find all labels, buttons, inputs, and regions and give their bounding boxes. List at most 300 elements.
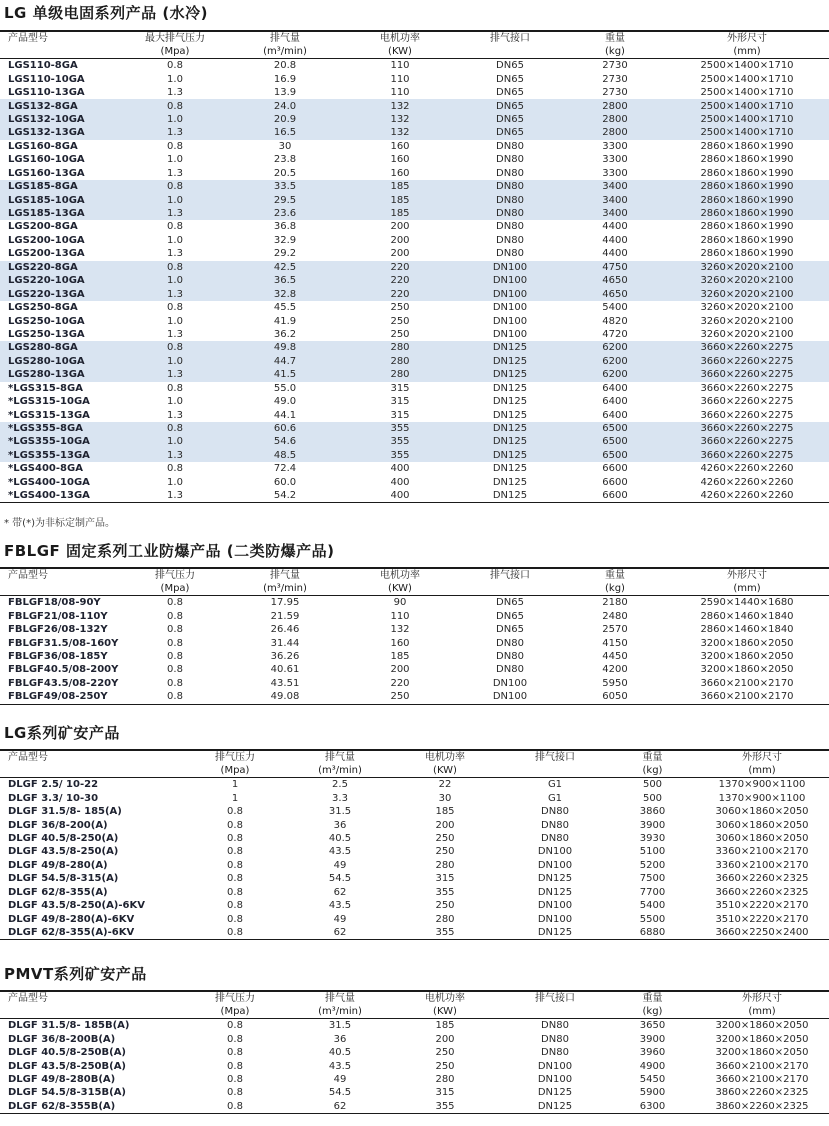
cell-outlet: DN80: [541, 819, 569, 831]
cell-dimensions: 3660×2260×2275: [665, 341, 829, 354]
cell-motor-power: 22: [438, 779, 452, 791]
cell-pressure: 1.0: [125, 274, 225, 287]
cell-pressure: 0.8: [227, 1087, 243, 1099]
cell-airflow: 62: [290, 926, 390, 940]
cell-pressure: 0.8: [167, 610, 183, 622]
table-row: [0, 153, 829, 166]
cell-weight: 7700: [639, 886, 666, 898]
cell-pressure: 0.8: [125, 99, 225, 112]
cell-dimensions: 3060×1860×2050: [715, 819, 809, 831]
cell-pressure: 1.0: [167, 234, 183, 246]
cell-weight: 4900: [639, 1060, 666, 1072]
cell-pressure: 1.0: [167, 73, 183, 85]
table-row: [0, 126, 829, 139]
table-row: [0, 690, 829, 704]
cell-model: FBLGF40.5/08-200Y: [8, 664, 119, 676]
cell-outlet: DN125: [455, 489, 565, 503]
cell-pressure: 0.8: [125, 180, 225, 193]
cell-pressure: 0.8: [227, 859, 243, 871]
cell-dimensions: 3360×2100×2170: [715, 846, 809, 858]
cell-dimensions: 3660×2250×2400: [695, 926, 829, 940]
cell-model: DLGF 49/8-280B(A): [8, 1073, 116, 1085]
cell-dimensions: 2500×1400×1710: [700, 60, 794, 72]
cell-weight: 5450: [639, 1073, 666, 1085]
cell-pressure: 1: [231, 779, 239, 791]
cell-dimensions: 3660×2260×2325: [715, 886, 809, 898]
table-row: [0, 872, 829, 885]
cell-pressure: 0.8: [167, 650, 183, 662]
cell-airflow: 54.5: [328, 873, 352, 885]
cell-motor-power: 220: [390, 677, 410, 689]
cell-airflow: 48.5: [225, 449, 345, 462]
cell-outlet: DN100: [537, 900, 573, 912]
cell-outlet: DN80: [496, 154, 524, 166]
cell-model: LGS110-13GA: [8, 87, 85, 99]
cell-airflow: 36: [333, 819, 347, 831]
table-row: [0, 395, 829, 408]
cell-airflow: 54.5: [328, 1087, 352, 1099]
cell-outlet: DN80: [496, 664, 524, 676]
header-pressure: (Mpa): [125, 582, 225, 596]
cell-weight: 500: [642, 779, 663, 791]
cell-outlet: DN65: [496, 624, 524, 636]
cell-dimensions: 3660×2100×2170: [715, 1073, 809, 1085]
cell-motor-power: 250: [435, 846, 455, 858]
cell-weight: 4400: [602, 234, 628, 246]
cell-airflow: 20.8: [273, 60, 297, 72]
cell-dimensions: 3660×2260×2325: [715, 873, 809, 885]
table-row: [0, 899, 829, 912]
table-row: [0, 489, 829, 503]
cell-weight: 6200: [565, 368, 665, 381]
cell-airflow: 23.6: [225, 207, 345, 220]
cell-motor-power: 160: [390, 167, 410, 179]
cell-model: *LGS400-10GA: [8, 476, 90, 488]
header-dimensions: 外形尺寸: [665, 31, 829, 45]
cell-model: LGS220-8GA: [0, 261, 125, 274]
cell-dimensions: 2500×1400×1710: [665, 126, 829, 139]
cell-dimensions: 4260×2260×2260: [700, 463, 794, 475]
cell-model: LGS280-13GA: [0, 368, 125, 381]
footnote: * 带(*)为非标定制产品。: [4, 518, 115, 529]
cell-motor-power: 355: [390, 926, 500, 940]
cell-outlet: DN65: [455, 113, 565, 126]
header-airflow: (m³/min): [225, 45, 345, 59]
cell-airflow: 24.0: [225, 99, 345, 112]
header-pressure: (Mpa): [125, 45, 225, 59]
table-row: [0, 596, 829, 610]
cell-motor-power: 185: [345, 193, 455, 206]
cell-airflow: 3.3: [332, 792, 348, 804]
cell-airflow: 40.5: [328, 832, 352, 844]
cell-dimensions: 3260×2020×2100: [665, 287, 829, 300]
cell-model: DLGF 2.5/ 10-22: [8, 779, 99, 791]
cell-model: LGS200-10GA: [8, 234, 85, 246]
cell-outlet: DN65: [496, 610, 524, 622]
header-dimensions: 外形尺寸: [695, 991, 829, 1005]
header-outlet: [455, 45, 565, 59]
cell-airflow: 49.08: [225, 690, 345, 704]
cell-airflow: 41.5: [225, 368, 345, 381]
cell-model: DLGF 36/8-200B(A): [8, 1033, 116, 1045]
cell-weight: 7500: [639, 873, 666, 885]
header-outlet: 排气接口: [500, 991, 610, 1005]
cell-pressure: 0.8: [227, 900, 243, 912]
cell-weight: 3650: [639, 1020, 666, 1032]
header-motor-power: 电机功率: [345, 568, 455, 582]
cell-weight: 5400: [639, 900, 666, 912]
cell-pressure: 1.3: [125, 126, 225, 139]
cell-outlet: DN100: [455, 261, 565, 274]
cell-outlet: DN100: [492, 677, 528, 689]
cell-airflow: 49: [333, 859, 347, 871]
cell-dimensions: 3660×2260×2275: [665, 368, 829, 381]
header-weight: 重量: [565, 568, 665, 582]
cell-pressure: 0.8: [167, 221, 183, 233]
cell-outlet: DN65: [496, 87, 524, 99]
cell-weight: 4650: [565, 287, 665, 300]
cell-dimensions: 2500×1400×1710: [665, 113, 829, 126]
spec-table: [0, 749, 829, 940]
table-row: [0, 72, 829, 85]
cell-model: FBLGF36/08-185Y: [8, 650, 108, 662]
table-row: [0, 912, 829, 925]
cell-motor-power: 400: [390, 476, 410, 488]
cell-dimensions: 4260×2260×2260: [700, 476, 794, 488]
cell-motor-power: 200: [390, 221, 410, 233]
header-weight: 重量: [610, 750, 695, 764]
table-row: [0, 314, 829, 327]
cell-outlet: DN125: [492, 463, 528, 475]
cell-model: DLGF 62/8-355B(A): [0, 1100, 180, 1114]
cell-dimensions: 3660×2260×2275: [665, 435, 829, 448]
cell-pressure: 1.0: [167, 476, 183, 488]
table-row: [0, 1046, 829, 1059]
cell-model: FBLGF18/08-90Y: [8, 597, 101, 609]
cell-outlet: DN80: [455, 180, 565, 193]
cell-motor-power: 250: [390, 328, 410, 340]
header-airflow: 排气量: [225, 31, 345, 45]
cell-weight: 2570: [602, 624, 628, 636]
cell-pressure: 1.0: [167, 154, 183, 166]
cell-motor-power: 315: [390, 382, 410, 394]
cell-outlet: DN80: [496, 221, 524, 233]
header-weight: (kg): [610, 1005, 695, 1019]
header-weight: (kg): [565, 582, 665, 596]
cell-dimensions: 3260×2020×2100: [700, 302, 794, 314]
cell-outlet: DN100: [537, 1073, 573, 1085]
cell-model: DLGF 49/8-280(A): [8, 859, 108, 871]
header-outlet: 排气接口: [455, 568, 565, 582]
cell-airflow: 20.5: [273, 167, 297, 179]
table-row: [0, 234, 829, 247]
header-dimensions: (mm): [695, 1005, 829, 1019]
cell-motor-power: 200: [435, 1033, 455, 1045]
table-row: [0, 86, 829, 99]
cell-airflow: 40.61: [270, 664, 300, 676]
cell-weight: 3300: [602, 154, 628, 166]
cell-motor-power: 160: [390, 637, 410, 649]
cell-dimensions: 2860×1860×1990: [700, 167, 794, 179]
cell-airflow: 33.5: [225, 180, 345, 193]
header-row: [0, 991, 829, 1005]
header-weight: 重量: [610, 991, 695, 1005]
table-row: [0, 261, 829, 274]
cell-motor-power: 200: [435, 819, 455, 831]
cell-weight: 5200: [639, 859, 666, 871]
table-row: [0, 301, 829, 314]
cell-model: *LGS400-13GA: [0, 489, 125, 503]
cell-airflow: 29.2: [273, 248, 297, 260]
cell-motor-power: 250: [390, 315, 410, 327]
cell-weight: 5500: [639, 913, 666, 925]
cell-outlet: DN100: [492, 315, 528, 327]
cell-airflow: 55.0: [273, 382, 297, 394]
cell-model: LGS280-10GA: [0, 355, 125, 368]
cell-airflow: 23.8: [273, 154, 297, 166]
cell-airflow: 60.6: [225, 422, 345, 435]
cell-outlet: DN80: [541, 832, 569, 844]
table-row: [0, 180, 829, 193]
cell-model: *LGS355-13GA: [0, 449, 125, 462]
cell-model: FBLGF26/08-132Y: [8, 624, 108, 636]
cell-pressure: 0.8: [167, 302, 183, 314]
cell-outlet: DN80: [541, 1033, 569, 1045]
cell-model: DLGF 31.5/8- 185B(A): [8, 1020, 130, 1032]
header-airflow: (m³/min): [290, 1005, 390, 1019]
cell-outlet: DN100: [455, 287, 565, 300]
cell-motor-power: 110: [390, 73, 410, 85]
cell-outlet: DN80: [496, 234, 524, 246]
header-model: 产品型号: [0, 568, 125, 582]
cell-outlet: DN80: [496, 650, 524, 662]
cell-dimensions: 2860×1860×1990: [700, 234, 794, 246]
cell-outlet: DN100: [537, 1060, 573, 1072]
cell-dimensions: 3260×2020×2100: [700, 328, 794, 340]
cell-outlet: DN80: [455, 193, 565, 206]
cell-dimensions: 2500×1400×1710: [700, 73, 794, 85]
cell-motor-power: 160: [390, 154, 410, 166]
cell-motor-power: 132: [345, 126, 455, 139]
cell-model: LGS250-8GA: [8, 302, 78, 314]
table-row: [0, 832, 829, 845]
cell-dimensions: 3860×2260×2325: [695, 1100, 829, 1114]
cell-weight: 3900: [639, 1033, 666, 1045]
cell-weight: 6050: [565, 690, 665, 704]
cell-outlet: DN125: [500, 1100, 610, 1114]
cell-motor-power: 280: [345, 368, 455, 381]
cell-pressure: 1.0: [167, 396, 183, 408]
cell-pressure: 0.8: [125, 422, 225, 435]
cell-pressure: 1.3: [167, 87, 183, 99]
header-pressure: 最大排气压力: [125, 31, 225, 45]
cell-outlet: DN125: [455, 341, 565, 354]
table-row: [0, 368, 829, 381]
cell-airflow: 30: [278, 140, 292, 152]
cell-dimensions: 3060×1860×2050: [715, 806, 809, 818]
cell-pressure: 0.8: [167, 140, 183, 152]
table-row: [0, 859, 829, 872]
header-row: [0, 568, 829, 582]
cell-outlet: DN125: [492, 396, 528, 408]
cell-dimensions: 2860×1860×1990: [700, 248, 794, 260]
cell-airflow: 43.5: [328, 1060, 352, 1072]
cell-model: LGS132-10GA: [0, 113, 125, 126]
cell-motor-power: 250: [435, 900, 455, 912]
cell-airflow: 36.26: [270, 650, 300, 662]
cell-dimensions: 2860×1860×1990: [700, 154, 794, 166]
table-row: [0, 462, 829, 475]
cell-motor-power: 185: [345, 180, 455, 193]
header-airflow: 排气量: [225, 568, 345, 582]
cell-pressure: 1.3: [167, 328, 183, 340]
table-row: [0, 328, 829, 341]
cell-outlet: DN65: [496, 73, 524, 85]
cell-outlet: DN125: [537, 873, 573, 885]
cell-airflow: 17.95: [270, 597, 300, 609]
cell-airflow: 44.7: [225, 355, 345, 368]
cell-model: FBLGF43.5/08-220Y: [8, 677, 119, 689]
cell-weight: 3400: [565, 207, 665, 220]
table-row: [0, 449, 829, 462]
cell-weight: 3400: [565, 180, 665, 193]
cell-model: FBLGF21/08-110Y: [8, 610, 108, 622]
cell-weight: 5900: [639, 1087, 666, 1099]
cell-motor-power: 160: [390, 140, 410, 152]
cell-model: DLGF 62/8-355(A): [8, 886, 108, 898]
cell-outlet: DN80: [496, 248, 524, 260]
cell-motor-power: 185: [390, 650, 410, 662]
cell-pressure: 0.8: [227, 873, 243, 885]
cell-outlet: DN65: [496, 597, 524, 609]
cell-outlet: DN100: [537, 846, 573, 858]
cell-outlet: DN125: [492, 476, 528, 488]
cell-motor-power: 400: [345, 489, 455, 503]
cell-pressure: 0.8: [167, 637, 183, 649]
cell-weight: 6400: [602, 382, 628, 394]
cell-motor-power: 90: [393, 597, 407, 609]
table-row: [0, 274, 829, 287]
cell-model: DLGF 40.5/8-250(A): [8, 832, 119, 844]
cell-dimensions: 3200×1860×2050: [700, 650, 794, 662]
table-row: [0, 926, 829, 940]
cell-dimensions: 3260×2020×2100: [700, 315, 794, 327]
header-model: 产品型号: [0, 991, 180, 1005]
cell-weight: 4750: [565, 261, 665, 274]
table-row: [0, 663, 829, 676]
cell-model: DLGF 36/8-200(A): [8, 819, 108, 831]
cell-airflow: 49.8: [225, 341, 345, 354]
cell-outlet: DN125: [492, 409, 528, 421]
cell-airflow: 13.9: [273, 87, 297, 99]
header-outlet: [500, 764, 610, 778]
cell-weight: 2730: [602, 60, 628, 72]
cell-model: DLGF 43.5/8-250(A)-6KV: [8, 900, 145, 912]
cell-motor-power: 200: [390, 664, 410, 676]
cell-pressure: 0.8: [227, 1060, 243, 1072]
header-motor-power: (KW): [345, 582, 455, 596]
cell-pressure: 1.3: [125, 489, 225, 503]
header-motor-power: (KW): [390, 764, 500, 778]
cell-airflow: 40.5: [328, 1047, 352, 1059]
cell-weight: 4400: [602, 248, 628, 260]
cell-dimensions: 3360×2100×2170: [715, 859, 809, 871]
table-row: [0, 805, 829, 818]
cell-outlet: DN80: [541, 1047, 569, 1059]
cell-dimensions: 2500×1400×1710: [700, 87, 794, 99]
cell-model: LGS250-13GA: [8, 328, 85, 340]
table-row: [0, 677, 829, 690]
cell-dimensions: 2590×1440×1680: [700, 597, 794, 609]
header-airflow: (m³/min): [225, 582, 345, 596]
cell-airflow: 32.9: [273, 234, 297, 246]
cell-motor-power: 250: [435, 1047, 455, 1059]
cell-outlet: DN125: [500, 926, 610, 940]
cell-model: DLGF 31.5/8- 185(A): [8, 806, 122, 818]
cell-outlet: DN125: [492, 382, 528, 394]
cell-model: *LGS315-10GA: [8, 396, 90, 408]
table-row: [0, 609, 829, 622]
table-row: [0, 435, 829, 448]
cell-airflow: 16.9: [273, 73, 297, 85]
cell-pressure: 0.8: [227, 1033, 243, 1045]
cell-dimensions: 3260×2020×2100: [665, 261, 829, 274]
cell-model: LGS185-10GA: [0, 193, 125, 206]
cell-model: LGS250-10GA: [8, 315, 85, 327]
cell-dimensions: 3660×2100×2170: [665, 690, 829, 704]
header-row: [0, 1005, 829, 1019]
cell-dimensions: 3660×2260×2275: [700, 396, 794, 408]
header-weight: (kg): [610, 764, 695, 778]
cell-motor-power: 280: [345, 341, 455, 354]
cell-motor-power: 280: [435, 1073, 455, 1085]
table-row: [0, 341, 829, 354]
cell-outlet: DN125: [537, 886, 573, 898]
header-airflow: (m³/min): [290, 764, 390, 778]
cell-weight: 4150: [602, 637, 628, 649]
cell-airflow: 72.4: [273, 463, 297, 475]
cell-airflow: 60.0: [273, 476, 297, 488]
cell-dimensions: 2860×1860×1990: [700, 140, 794, 152]
cell-model: FBLGF49/08-250Y: [0, 690, 125, 704]
cell-motor-power: 185: [345, 207, 455, 220]
cell-motor-power: 185: [435, 1020, 455, 1032]
cell-outlet: DN125: [455, 368, 565, 381]
cell-motor-power: 315: [390, 396, 410, 408]
section-title: PMVT系列矿安产品: [4, 965, 147, 983]
cell-airflow: 32.8: [225, 287, 345, 300]
cell-airflow: 26.46: [270, 624, 300, 636]
cell-model: LGS110-8GA: [8, 60, 78, 72]
header-weight: 重量: [565, 31, 665, 45]
cell-dimensions: 2860×1860×1990: [665, 180, 829, 193]
cell-model: DLGF 49/8-280(A)-6KV: [8, 913, 135, 925]
cell-outlet: DN100: [492, 328, 528, 340]
cell-weight: 5950: [602, 677, 628, 689]
cell-outlet: DN100: [537, 913, 573, 925]
section-title: LG系列矿安产品: [4, 724, 120, 742]
cell-dimensions: 2860×1460×1840: [700, 610, 794, 622]
header-airflow: 排气量: [290, 750, 390, 764]
cell-pressure: 0.8: [227, 846, 243, 858]
cell-dimensions: 3860×2260×2325: [715, 1087, 809, 1099]
cell-weight: 6500: [565, 435, 665, 448]
header-model: 产品型号: [0, 31, 125, 45]
cell-airflow: 43.5: [328, 846, 352, 858]
cell-motor-power: 110: [390, 60, 410, 72]
table-row: [0, 1059, 829, 1072]
cell-weight: 6880: [610, 926, 695, 940]
